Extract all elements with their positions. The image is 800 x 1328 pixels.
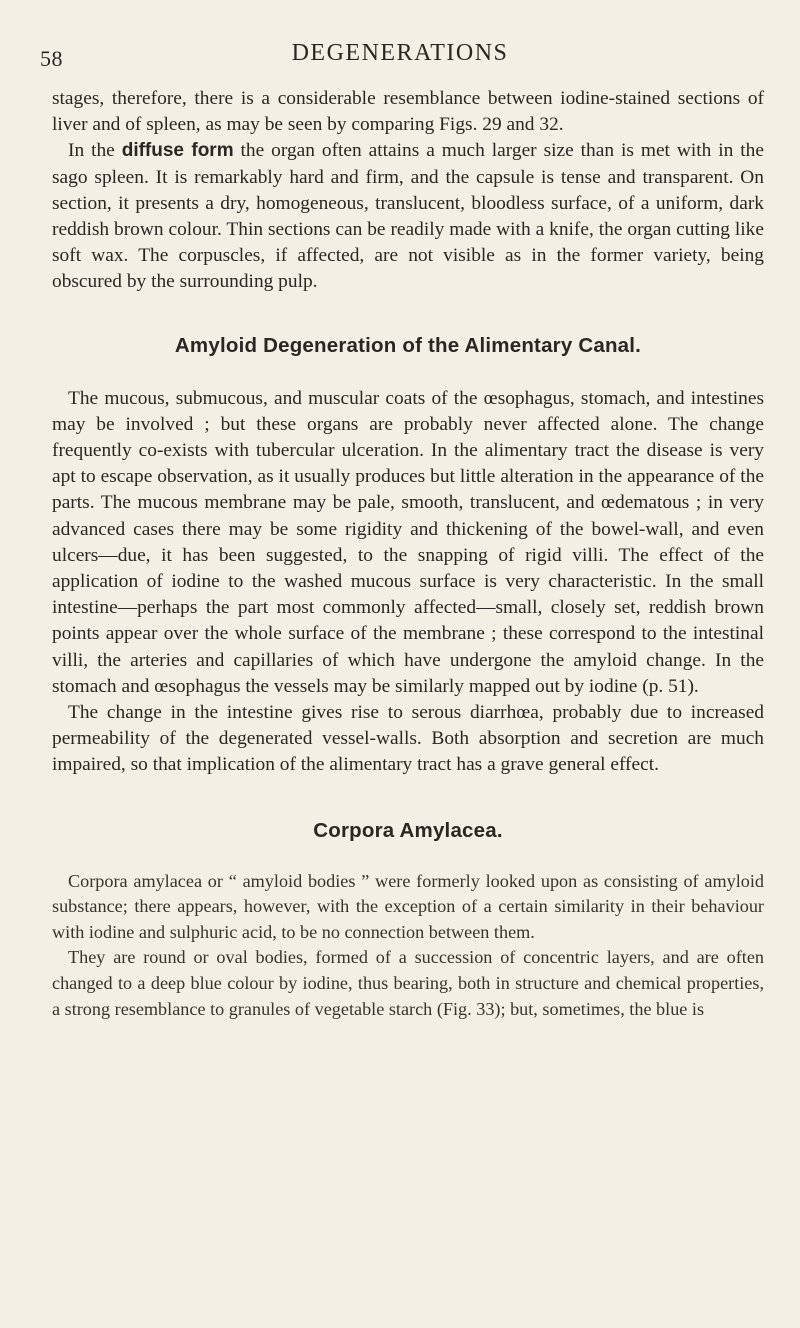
paragraph-alimentary-canal: The mucous, submucous, and muscular coats of the œsophagus, stomach, and intestines may be involved ; but these organs are probably never affected alone. The change frequently co-exists with tubercular ulceration. In the alimentary tract the disease is very apt to escape observation, as it usually produces but little alteration in the appearance of the parts. The mucous membrane may be pale, smooth, translucent, and œdematous ; in very advanced cases there may be some rigidity and thickening of the bowel-wall, and even ulcers—due, it has been suggested, to the snapping of rigid villi. The effect of the application of iodine to the washed mucous surface is very characteristic. In the small intestine—perhaps the part most commonly affected—small, closely set, reddish brown points appear over the whole surface of the membrane ; these correspond to the intestinal villi, the arteries and capillaries of which have undergone the amyloid change. In the stomach and œsophagus the vessels may be similarly mapped out by iodine (p. 51). [52, 387, 764, 697]
section-heading-alimentary-canal: Amyloid Degeneration of the Alimentary Canal. [174, 333, 642, 357]
bold-term: diffuse form [121, 140, 234, 162]
paragraph-corpora-intro: Corpora amylacea or “ amyloid bodies ” were formerly looked upon as consisting of amyloid substance; there appears, however, with the exception of a certain similarity in their behaviour with iodine and sulphuric acid, to be no connection between them. [52, 870, 764, 942]
paragraph-continuation: stages, therefore, there is a considerable resemblance between iodine-stained sections of liver and of spleen, as may be seen by comparing Figs. 29 and 32. [52, 88, 764, 136]
paragraph-intestine-change: The change in the intestine gives rise to serous diarrhœa, probably due to increased permeability of the degenerated vessel-walls. Both absorption and secretion are much impaired, so that implication of the alimentary tract has a grave general effect. [52, 702, 764, 776]
paragraph-corpora-structure: They are round or oval bodies, formed of a succession of concentric layers, and are often changed to a deep blue colour by iodine, thus bearing, both in structure and chemical properties, a strong resemblance to granules of vegetable starch (Fig. 33); but, sometimes, the blue is [52, 947, 764, 1019]
paragraph-diffuse-form [52, 138, 764, 295]
body-text [52, 86, 764, 1022]
section-heading-corpora-amylacea: Corpora Amylacea. [313, 818, 503, 842]
corpora-amylacea-section [52, 869, 764, 1023]
paragraph-text: the organ often attains a much larger size than is met with in the sago spleen. It is remarkably hard and firm, and the capsule is tense and transparent. On section, it presents a dry, homogeneous, translucent, bloodless surface, of a uniform, dark reddish brown colour. Thin sections can be readily made with a knife, the organ cutting like soft wax. The corpuscles, if affected, are not visible as in the former variety, being obscured by the surrounding pulp. [52, 140, 764, 293]
page-number: 58 [40, 46, 63, 71]
paragraph-text: In the [68, 140, 122, 162]
running-title: DEGENERATIONS [291, 40, 509, 66]
